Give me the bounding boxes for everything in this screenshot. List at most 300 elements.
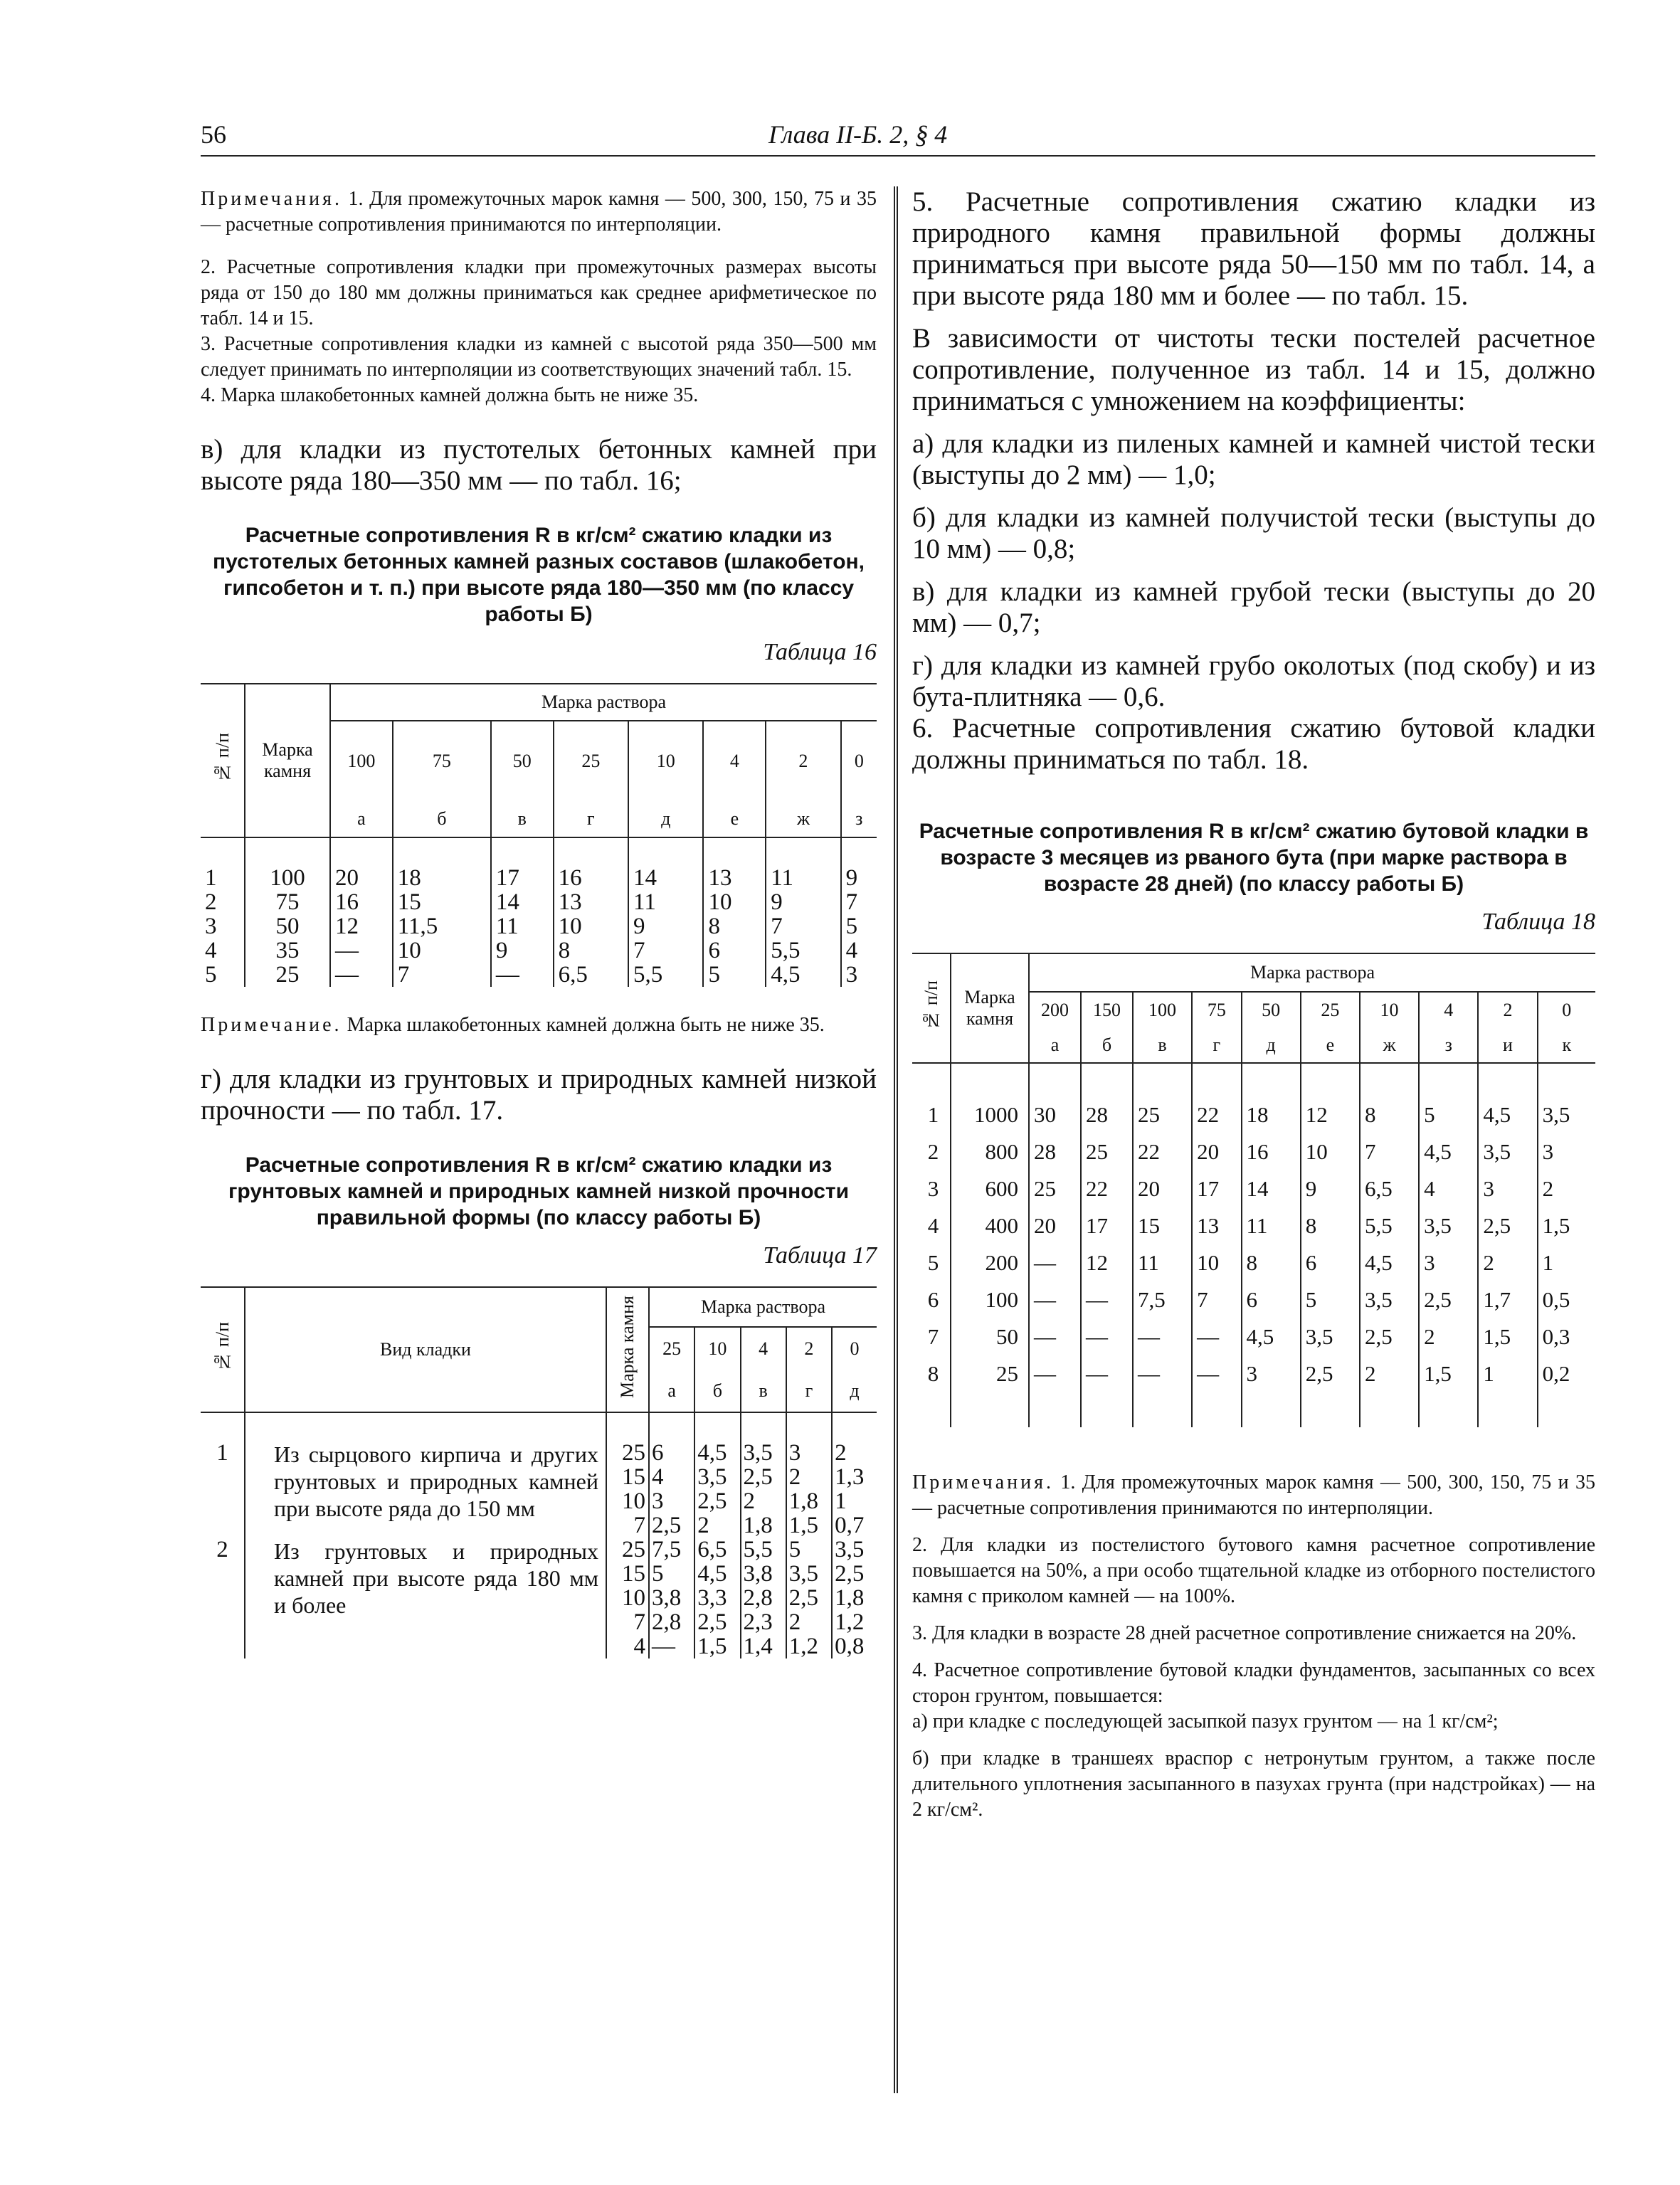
table-row (201, 1538, 877, 1562)
table-cell: 15 (393, 890, 491, 914)
table-cell: 1,8 (786, 1489, 832, 1513)
notes-18 (912, 1470, 1595, 1823)
table-cell: 11 (628, 890, 703, 914)
table-cell: 50 (245, 914, 330, 938)
table-cell: 11 (766, 866, 840, 890)
table-cell: 1,3 (832, 1465, 877, 1489)
table-cell: — (330, 938, 393, 963)
table-cell: 4,5 (694, 1562, 740, 1586)
table-cell: 3 (1419, 1251, 1478, 1288)
table-cell: 1,8 (741, 1513, 786, 1538)
table-cell: — (1192, 1325, 1241, 1362)
t18-mark-header: 2 (1478, 992, 1537, 1027)
t16-letter-header: а (330, 800, 393, 837)
table-cell: 10 (1301, 1140, 1360, 1177)
table-cell: — (330, 963, 393, 987)
table-cell: 2,8 (649, 1610, 694, 1634)
table-cell: 14 (491, 890, 554, 914)
t16-mark-header: 75 (393, 721, 491, 800)
table-cell: 8 (1242, 1251, 1301, 1288)
table-cell: 3,5 (1360, 1288, 1419, 1325)
table-cell: — (1081, 1362, 1133, 1399)
table-cell: 11 (1133, 1251, 1192, 1288)
table-cell: 18 (1242, 1103, 1301, 1140)
table-cell: — (1133, 1362, 1192, 1399)
coef-g: г) для кладки из камней грубо околотых (под скобу) и из бута-плитняка — 0,6. (912, 650, 1595, 712)
table-cell: 10 (554, 914, 628, 938)
t18-letter-header: е (1301, 1027, 1360, 1063)
t18-letter-header: к (1538, 1027, 1595, 1063)
table-cell: 1,5 (1538, 1214, 1595, 1251)
table-cell: 16 (1242, 1140, 1301, 1177)
table-cell: 10 (703, 890, 766, 914)
table-cell: — (1133, 1325, 1192, 1362)
table-cell: 25 (1029, 1177, 1081, 1214)
coef-a: а) для кладки из пиленых камней и камней чистой тески (выступы до 2 мм) — 1,0; (912, 428, 1595, 490)
table-cell: 1,5 (1478, 1325, 1537, 1362)
table-cell: 7 (927, 1324, 939, 1349)
table-cell: 3 (927, 1176, 939, 1201)
table-cell: 20 (330, 866, 393, 890)
table-cell: 2 (205, 889, 217, 915)
table-cell: 8 (1360, 1103, 1419, 1140)
t17-letter-header: б (694, 1370, 740, 1412)
paragraph-g: г) для кладки из грунтовых и природных камней низкой прочности — по табл. 17. (201, 1064, 877, 1126)
table-cell: 800 (951, 1140, 1029, 1177)
t17-letter-header: а (649, 1370, 694, 1412)
table-cell: 25 (606, 1538, 649, 1562)
table-cell: 7 (606, 1513, 649, 1538)
table-cell: — (1081, 1325, 1133, 1362)
table-cell: 1,7 (1478, 1288, 1537, 1325)
table-cell: 1 (1538, 1251, 1595, 1288)
t17-letter-header: г (786, 1370, 832, 1412)
table16-mortar-header: Марка раствора (330, 684, 877, 721)
table-row (201, 890, 877, 914)
table-cell: 4,5 (1419, 1140, 1478, 1177)
table-cell: 1000 (951, 1103, 1029, 1140)
table-cell: 1 (832, 1489, 877, 1513)
t16-mark-header: 50 (491, 721, 554, 800)
table-cell: 22 (1192, 1103, 1241, 1140)
table-cell: 7 (628, 938, 703, 963)
table-cell: 20 (1029, 1214, 1081, 1251)
notes18-1: 1. Для промежуточных марок камня — 500, 300, 150, 75 и 35 — расчетные сопротивления принимаются по интерполяции. (912, 1471, 1596, 1519)
table-cell: 9 (841, 866, 877, 890)
left-column (201, 186, 877, 1658)
note16-label: Примечание. (201, 1014, 342, 1036)
group-kind: Из грунтовых и природных камней при высоте ряда 180 мм и более (245, 1538, 606, 1658)
table-cell: 7 (606, 1610, 649, 1634)
t18-mark-header: 50 (1242, 992, 1301, 1027)
table-cell: 5,5 (628, 963, 703, 987)
table-row (912, 1103, 1595, 1140)
notes18-4b: б) при кладке в траншеях враспор с нетронутым грунтом, а также после длительного уплотнения засыпанного в пазухах грунта (при надстройках) — на 2 кг/см². (912, 1747, 1595, 1821)
table-cell: 5,5 (766, 938, 840, 963)
table-cell: 25 (1081, 1140, 1133, 1177)
table-cell: 3 (841, 963, 877, 987)
t16-letter-header: г (554, 800, 628, 837)
table-cell: 2,5 (786, 1586, 832, 1610)
table-cell: 12 (1301, 1103, 1360, 1140)
table-cell: 3,8 (649, 1586, 694, 1610)
table16-num-header: № п/п (211, 733, 233, 783)
table-cell: 25 (606, 1441, 649, 1465)
t17-mark-header: 10 (694, 1327, 740, 1370)
table-cell: 17 (491, 866, 554, 890)
table-row (201, 938, 877, 963)
table-cell: 8 (554, 938, 628, 963)
table-cell: 3 (786, 1441, 832, 1465)
table-cell: 13 (1192, 1214, 1241, 1251)
table-cell: 2 (1419, 1325, 1478, 1362)
table18-caption: Расчетные сопротивления R в кг/см² сжатию бутовой кладки в возрасте 3 месяцев из рваного бута (при марке раствора в возрасте 28 дней) (по классу работы Б) (919, 820, 1589, 896)
t18-mark-header: 4 (1419, 992, 1478, 1027)
t16-letter-header: е (703, 800, 766, 837)
table-cell: — (1029, 1251, 1081, 1288)
table-cell: 2,5 (694, 1610, 740, 1634)
paragraph-5: 5. Расчетные сопротивления сжатию кладки из природного камня правильной формы должны приниматься при высоте ряда 50—150 мм по табл. 14, а при высоте ряда 180 мм и более — по табл. 15. (912, 186, 1595, 311)
note-3: 3. Расчетные сопротивления кладки из камней с высотой ряда 350—500 мм следует принимать по интерполяции из соответствующих значений табл. 15. (201, 333, 877, 381)
table-cell: 3,5 (1419, 1214, 1478, 1251)
table17-label: Таблица 17 (763, 1242, 877, 1269)
table-cell: 600 (951, 1177, 1029, 1214)
table-cell: 3,5 (1538, 1103, 1595, 1140)
t17-mark-header: 25 (649, 1327, 694, 1370)
table-cell: 1,5 (1419, 1362, 1478, 1399)
table-cell: 20 (1133, 1177, 1192, 1214)
table-cell: 1 (1478, 1362, 1537, 1399)
table18-num-header: № п/п (920, 980, 941, 1031)
table-cell: — (1029, 1288, 1081, 1325)
table-cell: 16 (554, 866, 628, 890)
t18-letter-header: а (1029, 1027, 1081, 1063)
table-cell: 8 (1301, 1214, 1360, 1251)
table-cell: 5 (703, 963, 766, 987)
t18-letter-header: б (1081, 1027, 1133, 1063)
table-cell: 1,5 (694, 1634, 740, 1658)
table-cell: 18 (393, 866, 491, 890)
table-cell: 2,8 (741, 1586, 786, 1610)
t16-letter-header: в (491, 800, 554, 837)
header-rule (201, 155, 1595, 157)
table-cell: 4 (606, 1634, 649, 1658)
table-cell: 2,5 (694, 1489, 740, 1513)
table-cell: 2,3 (741, 1610, 786, 1634)
table-cell: 1,2 (786, 1634, 832, 1658)
table-cell: 15 (606, 1562, 649, 1586)
table-cell: 6 (927, 1287, 939, 1312)
table-cell: 3 (1478, 1177, 1537, 1214)
table-cell: 2 (927, 1139, 939, 1164)
t17-mark-header: 0 (832, 1327, 877, 1370)
table-cell: 5 (205, 962, 217, 988)
table17-stone-header: Марка камня (617, 1296, 638, 1399)
t16-mark-header: 10 (628, 721, 703, 800)
table16-stone-header: Марка камня (245, 684, 330, 837)
table-cell: 400 (951, 1214, 1029, 1251)
table-cell: 5 (649, 1562, 694, 1586)
table-cell: 4,5 (1242, 1325, 1301, 1362)
table-cell: 2 (694, 1513, 740, 1538)
table-cell: 2,5 (741, 1465, 786, 1489)
table-cell: 3 (1242, 1362, 1301, 1399)
table-cell: — (649, 1634, 694, 1658)
table18-mortar-header: Марка раствора (1029, 953, 1595, 992)
table-cell: 6,5 (1360, 1177, 1419, 1214)
table-cell: 2 (832, 1441, 877, 1465)
table17-num-header: № п/п (211, 1322, 233, 1372)
table-cell: — (1081, 1288, 1133, 1325)
table16-caption: Расчетные сопротивления R в кг/см² сжатию кладки из пустотелых бетонных камней разных составов (шлакобетон, гипсобетон и т. п.) при высоте ряда 180—350 мм (по классу работы Б) (213, 524, 865, 626)
table16-label: Таблица 16 (763, 639, 877, 665)
notes18-4: 4. Расчетное сопротивление бутовой кладки фундаментов, засыпанных со всех сторон грунтом, повышается: (912, 1659, 1595, 1707)
t17-mark-header: 2 (786, 1327, 832, 1370)
table-cell: 7 (393, 963, 491, 987)
table-cell: 5,5 (741, 1538, 786, 1562)
t17-letter-header: д (832, 1370, 877, 1412)
table-cell: 10 (606, 1586, 649, 1610)
table-cell: 6 (649, 1441, 694, 1465)
t18-letter-header: ж (1360, 1027, 1419, 1063)
t18-letter-header: г (1192, 1027, 1241, 1063)
table-row (912, 1177, 1595, 1214)
table-cell: 4 (649, 1465, 694, 1489)
table-cell: 22 (1133, 1140, 1192, 1177)
t16-letter-header: д (628, 800, 703, 837)
table-cell: 12 (1081, 1251, 1133, 1288)
table-cell: 4,5 (766, 963, 840, 987)
table18-stone-header: Марка камня (951, 953, 1029, 1063)
table-cell: 75 (245, 890, 330, 914)
table-cell: 7 (1192, 1288, 1241, 1325)
table-cell: 3 (205, 914, 217, 939)
notes-top (201, 186, 877, 408)
t18-mark-header: 150 (1081, 992, 1133, 1027)
note-4: 4. Марка шлакобетонных камней должна быть не ниже 35. (201, 384, 699, 406)
table-cell: 4 (927, 1213, 939, 1238)
page-number: 56 (201, 120, 226, 149)
table-cell: 13 (703, 866, 766, 890)
table-cell: 14 (628, 866, 703, 890)
table-cell: 100 (245, 866, 330, 890)
table-cell: 16 (330, 890, 393, 914)
table-cell: 2 (786, 1610, 832, 1634)
table-cell: 2 (1478, 1251, 1537, 1288)
table-cell: 3,5 (694, 1465, 740, 1489)
table-cell: 15 (606, 1465, 649, 1489)
table-cell: — (1029, 1362, 1081, 1399)
table-cell: 100 (951, 1288, 1029, 1325)
coef-v: в) для кладки из камней грубой тески (выступы до 20 мм) — 0,7; (912, 576, 1595, 638)
notes18-3: 3. Для кладки в возрасте 28 дней расчетное сопротивление снижается на 20%. (912, 1622, 1577, 1644)
table-cell: 12 (330, 914, 393, 938)
notes-label: Примечания. (201, 188, 343, 210)
table-cell: 17 (1192, 1177, 1241, 1214)
table-cell: 11,5 (393, 914, 491, 938)
table-cell: 5 (1301, 1288, 1360, 1325)
t18-mark-header: 75 (1192, 992, 1241, 1027)
table-cell: 4 (1419, 1177, 1478, 1214)
notes18-label: Примечания. (912, 1471, 1055, 1493)
table-cell: 2,5 (1478, 1214, 1537, 1251)
table-cell: 1,5 (786, 1513, 832, 1538)
table-cell: 10 (1192, 1251, 1241, 1288)
table-cell: 4,5 (694, 1441, 740, 1465)
table-cell: 2 (741, 1489, 786, 1513)
table-cell: — (1029, 1325, 1081, 1362)
t18-letter-header: и (1478, 1027, 1537, 1063)
table-cell: 6 (703, 938, 766, 963)
table-row (201, 866, 877, 890)
right-column (912, 186, 1595, 1823)
table-cell: 3,5 (741, 1441, 786, 1465)
table-cell: 7,5 (1133, 1288, 1192, 1325)
table-cell: 25 (245, 963, 330, 987)
table-cell: 2 (786, 1465, 832, 1489)
table-cell: 7 (1360, 1140, 1419, 1177)
table-cell: 2 (1538, 1177, 1595, 1214)
group-number: 2 (216, 1537, 228, 1562)
table-cell: 5 (1419, 1103, 1478, 1140)
table-cell: 5,5 (1360, 1214, 1419, 1251)
table-row (201, 1441, 877, 1465)
t18-mark-header: 100 (1133, 992, 1192, 1027)
table-cell: 0,8 (832, 1634, 877, 1658)
t18-letter-header: з (1419, 1027, 1478, 1063)
table-cell: 25 (951, 1362, 1029, 1399)
table-cell: 14 (1242, 1177, 1301, 1214)
table-18 (912, 953, 1595, 1427)
table-cell: 1,8 (832, 1586, 877, 1610)
table-cell: 3,5 (1301, 1325, 1360, 1362)
table-row (912, 1325, 1595, 1362)
table-cell: 3 (649, 1489, 694, 1513)
note16-text: Марка шлакобетонных камней должна быть не ниже 35. (347, 1014, 825, 1036)
t18-mark-header: 0 (1538, 992, 1595, 1027)
t16-letter-header: з (841, 800, 877, 837)
table-cell: 4,5 (1478, 1103, 1537, 1140)
table-cell: 13 (554, 890, 628, 914)
column-divider (894, 186, 898, 2093)
table-cell: 1 (205, 865, 217, 891)
table-cell: 1,2 (832, 1610, 877, 1634)
table-cell: 9 (1301, 1177, 1360, 1214)
table-cell: 2,5 (1360, 1325, 1419, 1362)
table17-caption: Расчетные сопротивления R в кг/см² сжатию кладки из грунтовых камней и природных камней низкой прочности правильной формы (по классу работы Б) (228, 1153, 850, 1229)
t16-letter-header: б (393, 800, 491, 837)
table-cell: 200 (951, 1251, 1029, 1288)
t16-mark-header: 2 (766, 721, 840, 800)
t17-letter-header: в (741, 1370, 786, 1412)
coef-b: б) для кладки из камней получистой тески (выступы до 10 мм) — 0,8; (912, 502, 1595, 564)
notes18-4a: а) при кладке с последующей засыпкой пазух грунтом — на 1 кг/см²; (912, 1710, 1499, 1732)
table-row (912, 1140, 1595, 1177)
table-cell: 50 (951, 1325, 1029, 1362)
table-row (912, 1362, 1595, 1399)
table18-label: Таблица 18 (1481, 909, 1595, 935)
notes18-2: 2. Для кладки из постелистого бутового камня расчетное сопротивление повышается на 50%, а при особо тщательной кладке из отборного постелистого камня с приколом камней — на 100%. (912, 1534, 1595, 1607)
table-cell: — (1192, 1362, 1241, 1399)
t18-mark-header: 25 (1301, 992, 1360, 1027)
t16-mark-header: 100 (330, 721, 393, 800)
table-cell: 6 (1242, 1288, 1301, 1325)
t16-mark-header: 25 (554, 721, 628, 800)
table-cell: 20 (1192, 1140, 1241, 1177)
table-cell: 3,5 (786, 1562, 832, 1586)
table-cell: 5 (786, 1538, 832, 1562)
paragraph-6: 6. Расчетные сопротивления сжатию бутовой кладки должны приниматься по табл. 18. (912, 713, 1595, 775)
table-cell: 17 (1081, 1214, 1133, 1251)
table-cell: 0,2 (1538, 1362, 1595, 1399)
table-cell: 6,5 (554, 963, 628, 987)
table-cell: 3,8 (741, 1562, 786, 1586)
group-number: 1 (216, 1440, 228, 1466)
table-cell: 2 (1360, 1362, 1419, 1399)
table-row (201, 914, 877, 938)
table-cell: 1,4 (741, 1634, 786, 1658)
table-cell: 5 (927, 1250, 939, 1275)
table-cell: 2,5 (832, 1562, 877, 1586)
table-cell: 22 (1081, 1177, 1133, 1214)
table-row (912, 1251, 1595, 1288)
table-cell: 7,5 (649, 1538, 694, 1562)
t18-mark-header: 200 (1029, 992, 1081, 1027)
table17-kind-header: Вид кладки (245, 1287, 606, 1412)
table-row (912, 1288, 1595, 1325)
table-cell: 9 (628, 914, 703, 938)
table-cell: 8 (703, 914, 766, 938)
table-cell: 30 (1029, 1103, 1081, 1140)
t17-mark-header: 4 (741, 1327, 786, 1370)
chapter-title: Глава II-Б. 2, § 4 (768, 120, 948, 149)
table-row (201, 963, 877, 987)
table-cell: 2,5 (1301, 1362, 1360, 1399)
table-cell: 2,5 (649, 1513, 694, 1538)
table-cell: 8 (927, 1361, 939, 1386)
table-cell: 10 (606, 1489, 649, 1513)
table-cell: 7 (766, 914, 840, 938)
table-cell: 4 (205, 938, 217, 963)
group-kind: Из сырцового кирпича и других грунтовых и природных камней при высоте ряда до 150 мм (245, 1441, 606, 1538)
t16-letter-header: ж (766, 800, 840, 837)
table-cell: 35 (245, 938, 330, 963)
table17-mortar-header: Марка раствора (649, 1287, 877, 1327)
t16-mark-header: 4 (703, 721, 766, 800)
table-cell: 3,5 (1478, 1140, 1537, 1177)
table-16 (201, 683, 877, 987)
table-cell: 6 (1301, 1251, 1360, 1288)
table-row (912, 1214, 1595, 1251)
paragraph-dependence: В зависимости от чистоты тески постелей расчетное сопротивление, полученное из табл. 14 и 15, должно приниматься с умножением на коэффициенты: (912, 323, 1595, 416)
table-cell: 28 (1029, 1140, 1081, 1177)
table-cell: 7 (841, 890, 877, 914)
note-2: 2. Расчетные сопротивления кладки при промежуточных размерах высоты ряда от 150 до 180 мм должны приниматься как среднее арифметическое по табл. 14 и 15. (201, 256, 877, 329)
table-cell: 4,5 (1360, 1251, 1419, 1288)
t18-letter-header: в (1133, 1027, 1192, 1063)
table-cell: 28 (1081, 1103, 1133, 1140)
table-cell: 0,5 (1538, 1288, 1595, 1325)
note-1: 1. Для промежуточных марок камня — 500, 300, 150, 75 и 35 — расчетные сопротивления принимаются по интерполяции. (201, 188, 877, 236)
table-cell: — (491, 963, 554, 987)
table-cell: 3 (1538, 1140, 1595, 1177)
table-cell: 9 (491, 938, 554, 963)
table-cell: 2,5 (1419, 1288, 1478, 1325)
table-cell: 10 (393, 938, 491, 963)
table-cell: 25 (1133, 1103, 1192, 1140)
table-cell: 0,7 (832, 1513, 877, 1538)
table-cell: 9 (766, 890, 840, 914)
